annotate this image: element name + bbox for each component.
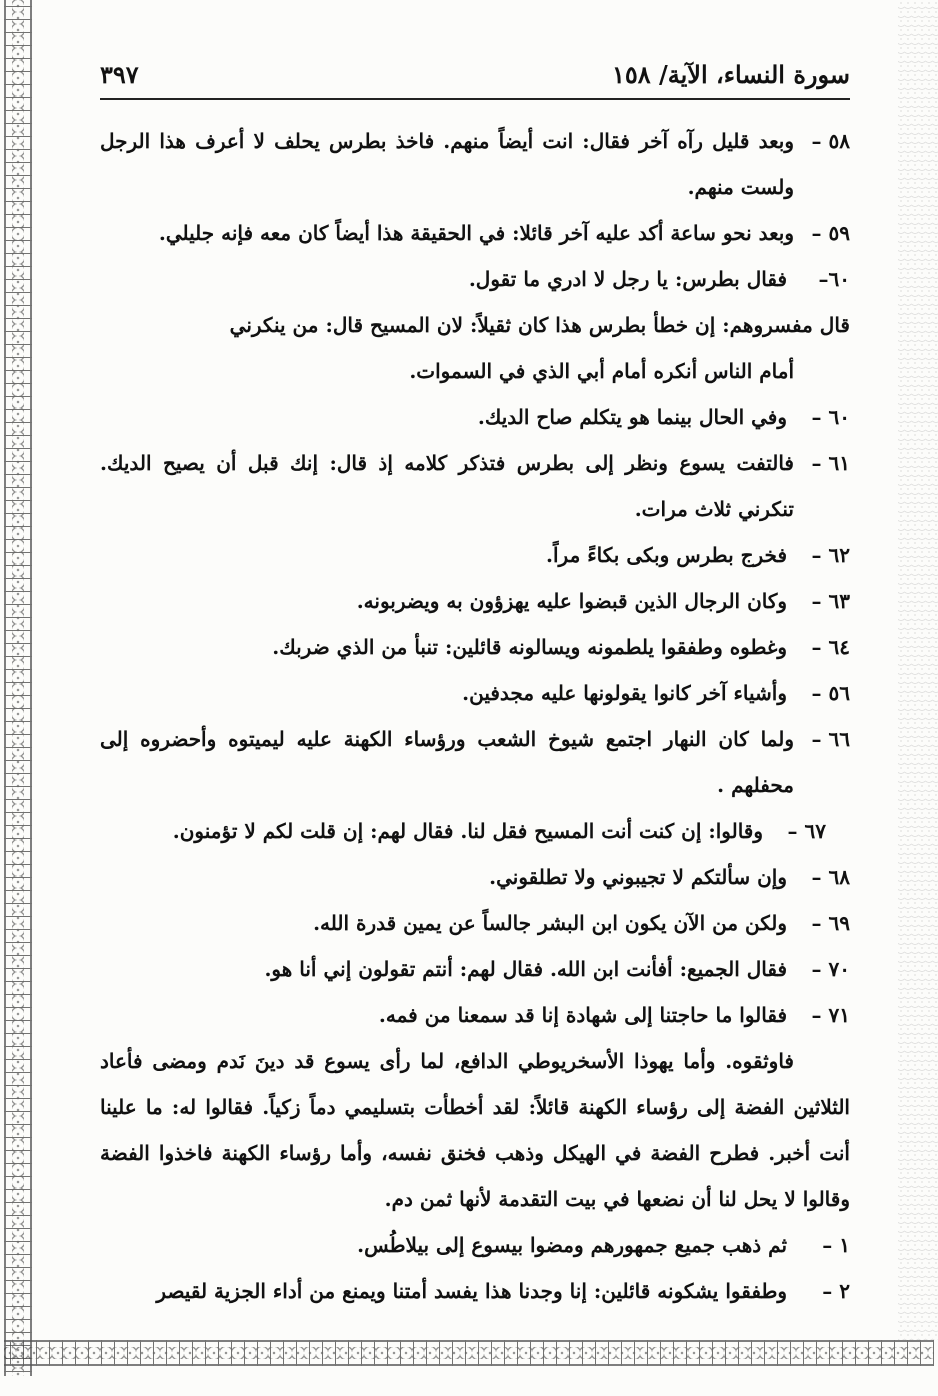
verse-70 [100, 946, 850, 992]
verse-64 [100, 624, 850, 670]
verse-text: فقال الجميع: أفأنت ابن الله. فقال لهم: أنتم تقولون إني أنا هو. [264, 957, 788, 981]
verse-number: ٦٨ – [811, 865, 850, 889]
verse-69 [100, 900, 850, 946]
verse-number: ٦٠ – [811, 405, 850, 429]
verse-text: وإن سألتكم لا تجيبوني ولا تطلقوني. [489, 865, 788, 889]
verse-number: ٥٩ – [811, 221, 850, 245]
verse-text: وبعد قليل رآه آخر فقال: انت أيضاً منهم. فاخذ بطرس يحلف لا أعرف هذا الرجل ولست منهم. [100, 129, 794, 199]
verse-text: وأشياء آخر كانوا يقولونها عليه مجدفين. [462, 681, 788, 705]
verse-text: ثم ذهب جميع جمهورهم ومضوا بيسوع إلى بيلاطُس. [357, 1233, 788, 1257]
page-number: ٣٩٧ [100, 60, 139, 89]
commentary-paragraph [100, 302, 850, 394]
book-page [100, 52, 850, 1303]
verse-text: فخرج بطرس وبكى بكاءً مراً. [546, 543, 788, 567]
running-header [100, 60, 850, 96]
verse-text: فقال بطرس: يا رجل لا ادري ما تقول. [468, 267, 788, 291]
verse-number: ٦٦ – [811, 727, 850, 751]
verse-number: ٥٦ – [811, 681, 850, 705]
verse-text: ولما كان النهار اجتمع شيوخ الشعب ورؤساء الكهنة عليه ليميتوه وأحضروه إلى محفلهم . [100, 727, 794, 797]
verse-text: فقالوا ما حاجتنا إلى شهادة إنا قد سمعنا من فمه. [378, 1003, 788, 1027]
verse-number: ٦١ – [811, 451, 850, 475]
verse-text: وغطوه وطفقوا يلطمونه ويسالونه قائلين: تنبأ من الذي ضربك. [272, 635, 788, 659]
verse-text: وبعد نحو ساعة أكد عليه آخر قائلا: في الحقيقة هذا أيضاً كان معه فإنه جليلي. [158, 221, 794, 245]
verse-text: وكان الرجال الذين قبضوا عليه يهزؤون به ويضربونه. [356, 589, 788, 613]
verse-71 [100, 992, 850, 1038]
ornamental-border-bottom [4, 1340, 934, 1366]
verse-number: ٦٧ – [787, 819, 826, 843]
verse-66 [100, 716, 850, 808]
verse-59 [100, 210, 850, 256]
commentary-first-line: قال مفسروهم: إن خطأ بطرس هذا كان ثقيلاً: لان المسيح قال: من ينكرني [229, 313, 850, 337]
page-body [100, 118, 850, 1314]
narrative-paragraph: فاوثقوه. وأما يهوذا الأسخريوطي الدافع، لما رأى يسوع قد دينَ نَدم ومضى فأعاد الثلاثين الفضة إلى رؤساء الكهنة قائلاً: لقد أخطأت بتسليمي دماً زكياً. فقالوا له: ما علينا أنت أخبر. فطرح الفضة في الهيكل وذهب فخنق نفسه، وأما رؤساء الكهنة فاخذوا الفضة وقالوا لا يحل لنا أن نضعها في بيت التقدمة لأنها ثمن دم. [100, 1049, 850, 1211]
verse-61 [100, 440, 850, 532]
chapter-title: سورة النساء، الآية/ ١٥٨ [611, 60, 850, 89]
verse-number: ٥٨ – [811, 129, 850, 153]
verse-number: ١ – [822, 1233, 850, 1257]
verse-number: ٦٩ – [811, 911, 850, 935]
verse-number: ٦٣ – [811, 589, 850, 613]
verse-60 [100, 394, 850, 440]
verse-number: ٢ – [822, 1279, 850, 1303]
verse-number: ٦٠– [818, 267, 850, 291]
verse-58 [100, 118, 850, 210]
scan-speckle [898, 0, 938, 1340]
verse-text: ولكن من الآن يكون ابن البشر جالساً عن يمين قدرة الله. [313, 911, 788, 935]
verse-60a [100, 256, 850, 302]
verse-number: ٧١ – [811, 1003, 850, 1027]
verse-65 [100, 670, 850, 716]
header-rule [100, 98, 850, 100]
ornamental-border-left [4, 0, 32, 1376]
verse-68 [100, 854, 850, 900]
verse-text: وقالوا: إن كنت أنت المسيح فقل لنا. فقال لهم: إن قلت لكم لا تؤمنون. [172, 819, 764, 843]
verse-2 [100, 1268, 850, 1314]
verse-1 [100, 1222, 850, 1268]
verse-number: ٦٢ – [811, 543, 850, 567]
verse-62 [100, 532, 850, 578]
verse-number: ٦٤ – [811, 635, 850, 659]
verse-63 [100, 578, 850, 624]
commentary-continuation: أمام الناس أنكره أمام أبي الذي في السموات. [409, 359, 794, 383]
verse-number: ٧٠ – [811, 957, 850, 981]
verse-67 [100, 808, 850, 854]
verse-text: وطفقوا يشكونه قائلين: إنا وجدنا هذا يفسد أمتنا ويمنع من أداء الجزية لقيصر [156, 1279, 788, 1303]
verse-text: وفي الحال بينما هو يتكلم صاح الديك. [477, 405, 788, 429]
verse-text: فالتفت يسوع ونظر إلى بطرس فتذكر كلامه إذ قال: إنك قبل أن يصيح الديك. تنكرني ثلاث مرات. [100, 451, 794, 521]
